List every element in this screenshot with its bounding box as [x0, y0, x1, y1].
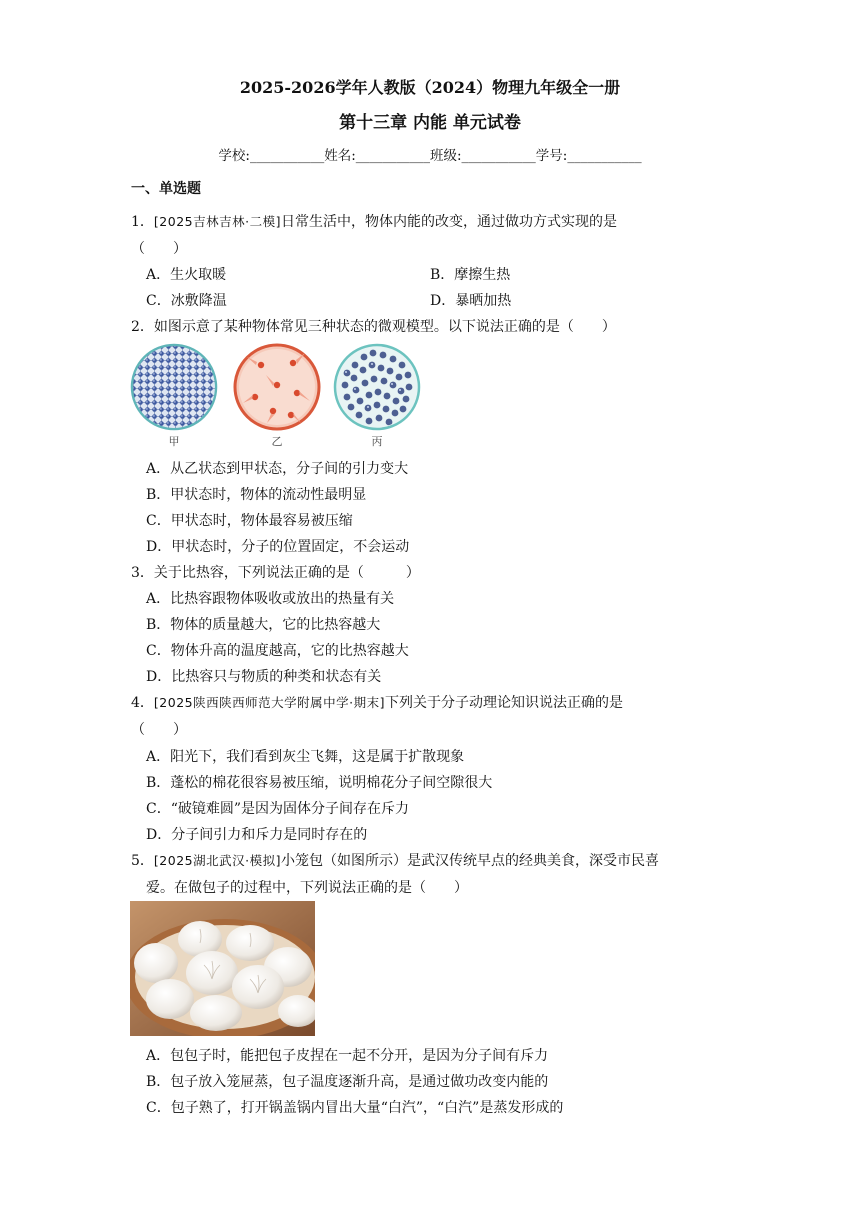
- question-2-option-a: A．从乙状态到甲状态，分子间的引力变大: [146, 461, 409, 477]
- question-2-option-c: C．甲状态时，物体最容易被压缩: [146, 513, 353, 529]
- question-3-option-a: A．比热容跟物体吸收或放出的热量有关: [146, 591, 395, 607]
- question-1-option-c: C．冰敷降温: [146, 293, 227, 309]
- question-1-stem: [131, 211, 617, 231]
- question-source: [2025陕西陕西师范大学附属中学·期末]: [153, 695, 385, 710]
- section-heading: 一、单选题: [131, 181, 201, 197]
- question-number: 1．: [131, 214, 154, 230]
- question-3-option-d: D．比热容只与物质的种类和状态有关: [146, 669, 382, 685]
- exam-title: 2025-2026学年人教版（2024）物理九年级全一册: [239, 78, 621, 97]
- question-4-option-b: B．蓬松的棉花很容易被压缩，说明棉花分子间空隙很大: [146, 775, 493, 791]
- steamed-buns-photo: [130, 901, 315, 1036]
- exam-subtitle: 第十三章 内能 单元试卷: [339, 113, 521, 133]
- question-4-blank: （ ）: [131, 722, 187, 738]
- question-2-stem: 2．如图示意了某种物体常见三种状态的微观模型。以下说法正确的是（ ）: [131, 319, 616, 335]
- question-source: [2025吉林吉林·二模]: [153, 214, 281, 229]
- question-number: 4．: [131, 695, 154, 711]
- question-4-stem: [131, 692, 623, 712]
- question-1-blank: （ ）: [131, 241, 187, 257]
- question-4-option-a: A．阳光下，我们看到灰尘飞舞，这是属于扩散现象: [146, 749, 465, 765]
- question-text: 日常生活中，物体内能的改变，通过做功方式实现的是: [280, 214, 617, 230]
- question-1-option-d: D．暴晒加热: [430, 293, 512, 309]
- question-5-option-a: A．包包子时，能把包子皮捏在一起不分开，是因为分子间有斥力: [146, 1048, 549, 1064]
- question-5-stem: [131, 850, 659, 870]
- question-3-stem: 3．关于比热容，下列说法正确的是（ ）: [131, 565, 420, 581]
- question-3-option-b: B．物体的质量越大，它的比热容越大: [146, 617, 381, 633]
- question-text: 下列关于分子动理论知识说法正确的是: [384, 695, 623, 711]
- question-5-option-b: B．包子放入笼屉蒸，包子温度逐渐升高，是通过做功改变内能的: [146, 1074, 549, 1090]
- question-source: [2025湖北武汉·模拟]: [153, 853, 281, 868]
- question-4-option-d: D．分子间引力和斥力是同时存在的: [146, 827, 368, 843]
- question-number: 5．: [131, 853, 154, 869]
- diagram-label-bing: 丙: [371, 435, 383, 448]
- diagram-label-yi: 乙: [271, 435, 283, 448]
- question-4-option-c: C．“破镜难圆”是因为固体分子间存在斥力: [146, 801, 410, 817]
- gas-state-diagram: [233, 343, 321, 431]
- question-2-option-d: D．甲状态时，分子的位置固定，不会运动: [146, 539, 410, 555]
- student-info-line: 学校:___________姓名:___________班级:___________学号:___________: [218, 148, 642, 164]
- solid-state-diagram: [130, 343, 218, 431]
- question-text: 小笼包（如图所示）是武汉传统早点的经典美食，深受市民喜: [280, 853, 659, 869]
- question-5-stem-continued: 爱。在做包子的过程中，下列说法正确的是（ ）: [146, 880, 468, 896]
- question-3-option-c: C．物体升高的温度越高，它的比热容越大: [146, 643, 409, 659]
- question-5-option-c: C．包子熟了，打开锅盖锅内冒出大量“白汽”，“白汽”是蒸发形成的: [146, 1100, 564, 1116]
- question-2-option-b: B．甲状态时，物体的流动性最明显: [146, 487, 367, 503]
- question-1-option-a: A．生火取暖: [146, 267, 227, 283]
- diagram-label-jia: 甲: [168, 435, 180, 448]
- liquid-state-diagram: [333, 343, 421, 431]
- question-1-option-b: B．摩擦生热: [430, 267, 511, 283]
